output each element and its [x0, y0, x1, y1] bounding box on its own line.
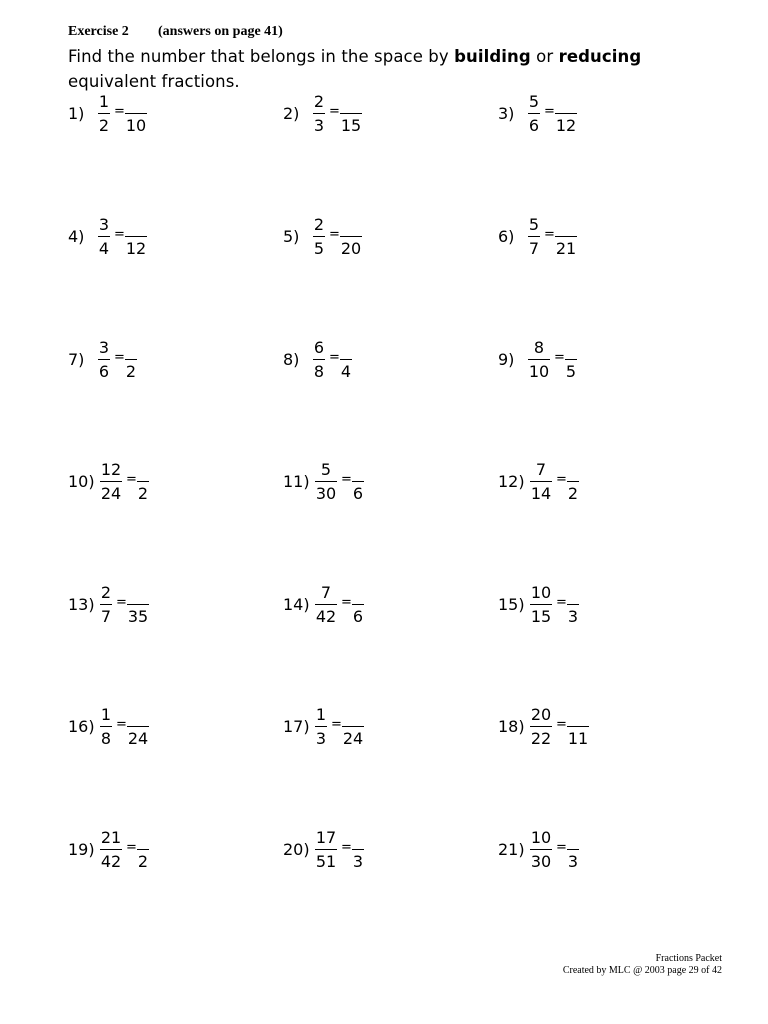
- given-fraction: [313, 338, 325, 381]
- denominator: 51: [315, 852, 337, 871]
- equals-sign: =: [556, 472, 567, 487]
- denominator: 24: [100, 484, 122, 503]
- numerator: 2: [313, 215, 325, 234]
- numerator: 7: [320, 583, 332, 602]
- given-fraction: [98, 92, 110, 135]
- denominator: 2: [98, 116, 110, 135]
- equals-sign: =: [114, 350, 125, 365]
- numerator: 5: [528, 92, 540, 111]
- fraction-bar: [528, 236, 540, 237]
- target-fraction: [567, 828, 579, 871]
- target-denominator: 3: [567, 852, 579, 871]
- denominator: 14: [530, 484, 552, 503]
- equals-sign: =: [341, 595, 352, 610]
- fraction-bar: [340, 113, 362, 114]
- target-fraction: [340, 92, 362, 135]
- denominator: 42: [100, 852, 122, 871]
- instructions: [68, 44, 718, 94]
- equals-sign: =: [126, 472, 137, 487]
- given-fraction: [530, 583, 552, 626]
- target-denominator: 3: [567, 607, 579, 626]
- numerator: 17: [315, 828, 337, 847]
- target-denominator: 6: [352, 607, 364, 626]
- equals-sign: =: [114, 227, 125, 242]
- equals-sign: =: [556, 595, 567, 610]
- numerator: 10: [530, 583, 552, 602]
- given-fraction: [530, 828, 552, 871]
- denominator: 7: [528, 239, 540, 258]
- page-footer: [563, 953, 722, 977]
- footer-packet-name: Fractions Packet: [655, 953, 722, 964]
- fraction-bar: [125, 236, 147, 237]
- equals-sign: =: [554, 350, 565, 365]
- fraction-bar: [125, 359, 137, 360]
- given-fraction: [98, 338, 110, 381]
- problem-number: 17): [283, 717, 310, 736]
- equals-sign: =: [544, 227, 555, 242]
- target-denominator: 24: [127, 729, 149, 748]
- fraction-bar: [528, 113, 540, 114]
- fraction-bar: [530, 604, 552, 605]
- denominator: 8: [313, 362, 325, 381]
- problem-number: 4): [68, 227, 85, 246]
- target-fraction: [127, 705, 149, 748]
- fraction-bar: [100, 604, 112, 605]
- equals-sign: =: [544, 104, 555, 119]
- numerator: 8: [533, 338, 545, 357]
- numerator: 12: [100, 460, 122, 479]
- given-fraction: [528, 215, 540, 258]
- fraction-bar: [315, 481, 337, 482]
- fraction-bar: [313, 359, 325, 360]
- denominator: 6: [98, 362, 110, 381]
- problem-number: 6): [498, 227, 515, 246]
- problem-number: 16): [68, 717, 95, 736]
- denominator: 8: [100, 729, 112, 748]
- numerator: 6: [313, 338, 325, 357]
- numerator: 10: [530, 828, 552, 847]
- target-denominator: 10: [125, 116, 147, 135]
- fraction-bar: [567, 849, 579, 850]
- problem-number: 7): [68, 350, 85, 369]
- target-denominator: 15: [340, 116, 362, 135]
- target-denominator: 12: [125, 239, 147, 258]
- fraction-bar: [100, 726, 112, 727]
- fraction-bar: [555, 236, 577, 237]
- problem-number: 13): [68, 595, 95, 614]
- numerator: 1: [98, 92, 110, 111]
- equals-sign: =: [114, 104, 125, 119]
- given-fraction: [530, 460, 552, 503]
- target-denominator: 4: [340, 362, 352, 381]
- fraction-bar: [555, 113, 577, 114]
- numerator: 5: [320, 460, 332, 479]
- numerator: 3: [98, 215, 110, 234]
- equals-sign: =: [116, 595, 127, 610]
- fraction-bar: [567, 481, 579, 482]
- denominator: 4: [98, 239, 110, 258]
- equals-sign: =: [341, 472, 352, 487]
- denominator: 15: [530, 607, 552, 626]
- numerator: 2: [100, 583, 112, 602]
- target-fraction: [352, 828, 364, 871]
- equals-sign: =: [329, 350, 340, 365]
- problem-number: 9): [498, 350, 515, 369]
- target-fraction: [555, 92, 577, 135]
- fraction-bar: [127, 726, 149, 727]
- numerator: 21: [100, 828, 122, 847]
- problem-number: 3): [498, 104, 515, 123]
- given-fraction: [315, 705, 327, 748]
- problem-number: 2): [283, 104, 300, 123]
- fraction-bar: [98, 359, 110, 360]
- target-fraction: [125, 338, 137, 381]
- target-denominator: 12: [555, 116, 577, 135]
- denominator: 5: [313, 239, 325, 258]
- numerator: 20: [530, 705, 552, 724]
- fraction-bar: [98, 113, 110, 114]
- fraction-bar: [100, 849, 122, 850]
- equals-sign: =: [331, 717, 342, 732]
- target-denominator: 2: [137, 852, 149, 871]
- fraction-bar: [530, 726, 552, 727]
- fraction-bar: [340, 236, 362, 237]
- problem-number: 19): [68, 840, 95, 859]
- target-fraction: [125, 92, 147, 135]
- given-fraction: [100, 460, 122, 503]
- target-fraction: [137, 460, 149, 503]
- fraction-bar: [567, 726, 589, 727]
- fraction-bar: [98, 236, 110, 237]
- given-fraction: [528, 338, 550, 381]
- target-denominator: 2: [567, 484, 579, 503]
- fraction-bar: [137, 481, 149, 482]
- target-fraction: [567, 460, 579, 503]
- target-fraction: [567, 583, 579, 626]
- exercise-header: [68, 24, 283, 40]
- problem-number: 21): [498, 840, 525, 859]
- target-denominator: 24: [342, 729, 364, 748]
- footer-credit: Created by MLC @ 2003 page 29 of 42: [562, 965, 722, 976]
- fraction-bar: [530, 849, 552, 850]
- equals-sign: =: [556, 840, 567, 855]
- given-fraction: [313, 215, 325, 258]
- fraction-bar: [528, 359, 550, 360]
- target-fraction: [340, 338, 352, 381]
- numerator: 1: [315, 705, 327, 724]
- target-denominator: 3: [352, 852, 364, 871]
- fraction-bar: [567, 604, 579, 605]
- denominator: 7: [100, 607, 112, 626]
- given-fraction: [530, 705, 552, 748]
- fraction-bar: [352, 481, 364, 482]
- instructions-text-1: Find the number that belongs in the space by: [68, 47, 455, 66]
- equals-sign: =: [556, 717, 567, 732]
- fraction-bar: [352, 604, 364, 605]
- equals-sign: =: [329, 104, 340, 119]
- fraction-bar: [315, 604, 337, 605]
- denominator: 3: [315, 729, 327, 748]
- fraction-bar: [137, 849, 149, 850]
- denominator: 22: [530, 729, 552, 748]
- given-fraction: [100, 583, 112, 626]
- problem-number: 18): [498, 717, 525, 736]
- equals-sign: =: [116, 717, 127, 732]
- denominator: 30: [530, 852, 552, 871]
- numerator: 5: [528, 215, 540, 234]
- answers-note: (answers on page 41): [158, 24, 283, 39]
- denominator: 42: [315, 607, 337, 626]
- fraction-bar: [127, 604, 149, 605]
- target-fraction: [340, 215, 362, 258]
- fraction-bar: [125, 113, 147, 114]
- target-denominator: 2: [137, 484, 149, 503]
- target-denominator: 5: [565, 362, 577, 381]
- problem-number: 5): [283, 227, 300, 246]
- target-denominator: 11: [567, 729, 589, 748]
- fraction-bar: [342, 726, 364, 727]
- problem-number: 15): [498, 595, 525, 614]
- problem-number: 1): [68, 104, 85, 123]
- target-fraction: [137, 828, 149, 871]
- given-fraction: [315, 460, 337, 503]
- target-denominator: 2: [125, 362, 137, 381]
- given-fraction: [98, 215, 110, 258]
- fraction-bar: [313, 236, 325, 237]
- denominator: 10: [528, 362, 550, 381]
- numerator: 7: [535, 460, 547, 479]
- problem-number: 11): [283, 472, 310, 491]
- fraction-bar: [315, 726, 327, 727]
- instructions-text-3: equivalent fractions.: [68, 72, 240, 91]
- fraction-bar: [530, 481, 552, 482]
- target-fraction: [567, 705, 589, 748]
- denominator: 6: [528, 116, 540, 135]
- equals-sign: =: [126, 840, 137, 855]
- denominator: 30: [315, 484, 337, 503]
- fraction-bar: [352, 849, 364, 850]
- fraction-bar: [100, 481, 122, 482]
- target-fraction: [555, 215, 577, 258]
- numerator: 3: [98, 338, 110, 357]
- exercise-title: Exercise 2: [68, 24, 129, 39]
- target-denominator: 20: [340, 239, 362, 258]
- instructions-text-2: or: [530, 47, 559, 66]
- fraction-bar: [340, 359, 352, 360]
- problem-number: 14): [283, 595, 310, 614]
- fraction-bar: [313, 113, 325, 114]
- problem-number: 8): [283, 350, 300, 369]
- target-fraction: [352, 460, 364, 503]
- given-fraction: [100, 705, 112, 748]
- denominator: 3: [313, 116, 325, 135]
- given-fraction: [100, 828, 122, 871]
- target-fraction: [342, 705, 364, 748]
- equals-sign: =: [329, 227, 340, 242]
- target-fraction: [565, 338, 577, 381]
- given-fraction: [315, 828, 337, 871]
- target-fraction: [352, 583, 364, 626]
- instructions-bold-building: building: [454, 47, 531, 66]
- given-fraction: [313, 92, 325, 135]
- fraction-bar: [315, 849, 337, 850]
- given-fraction: [528, 92, 540, 135]
- problem-number: 20): [283, 840, 310, 859]
- numerator: 1: [100, 705, 112, 724]
- numerator: 2: [313, 92, 325, 111]
- fraction-bar: [565, 359, 577, 360]
- target-fraction: [125, 215, 147, 258]
- equals-sign: =: [341, 840, 352, 855]
- problem-number: 12): [498, 472, 525, 491]
- target-denominator: 35: [127, 607, 149, 626]
- given-fraction: [315, 583, 337, 626]
- target-denominator: 6: [352, 484, 364, 503]
- problem-number: 10): [68, 472, 95, 491]
- instructions-bold-reducing: reducing: [558, 47, 642, 66]
- target-denominator: 21: [555, 239, 577, 258]
- target-fraction: [127, 583, 149, 626]
